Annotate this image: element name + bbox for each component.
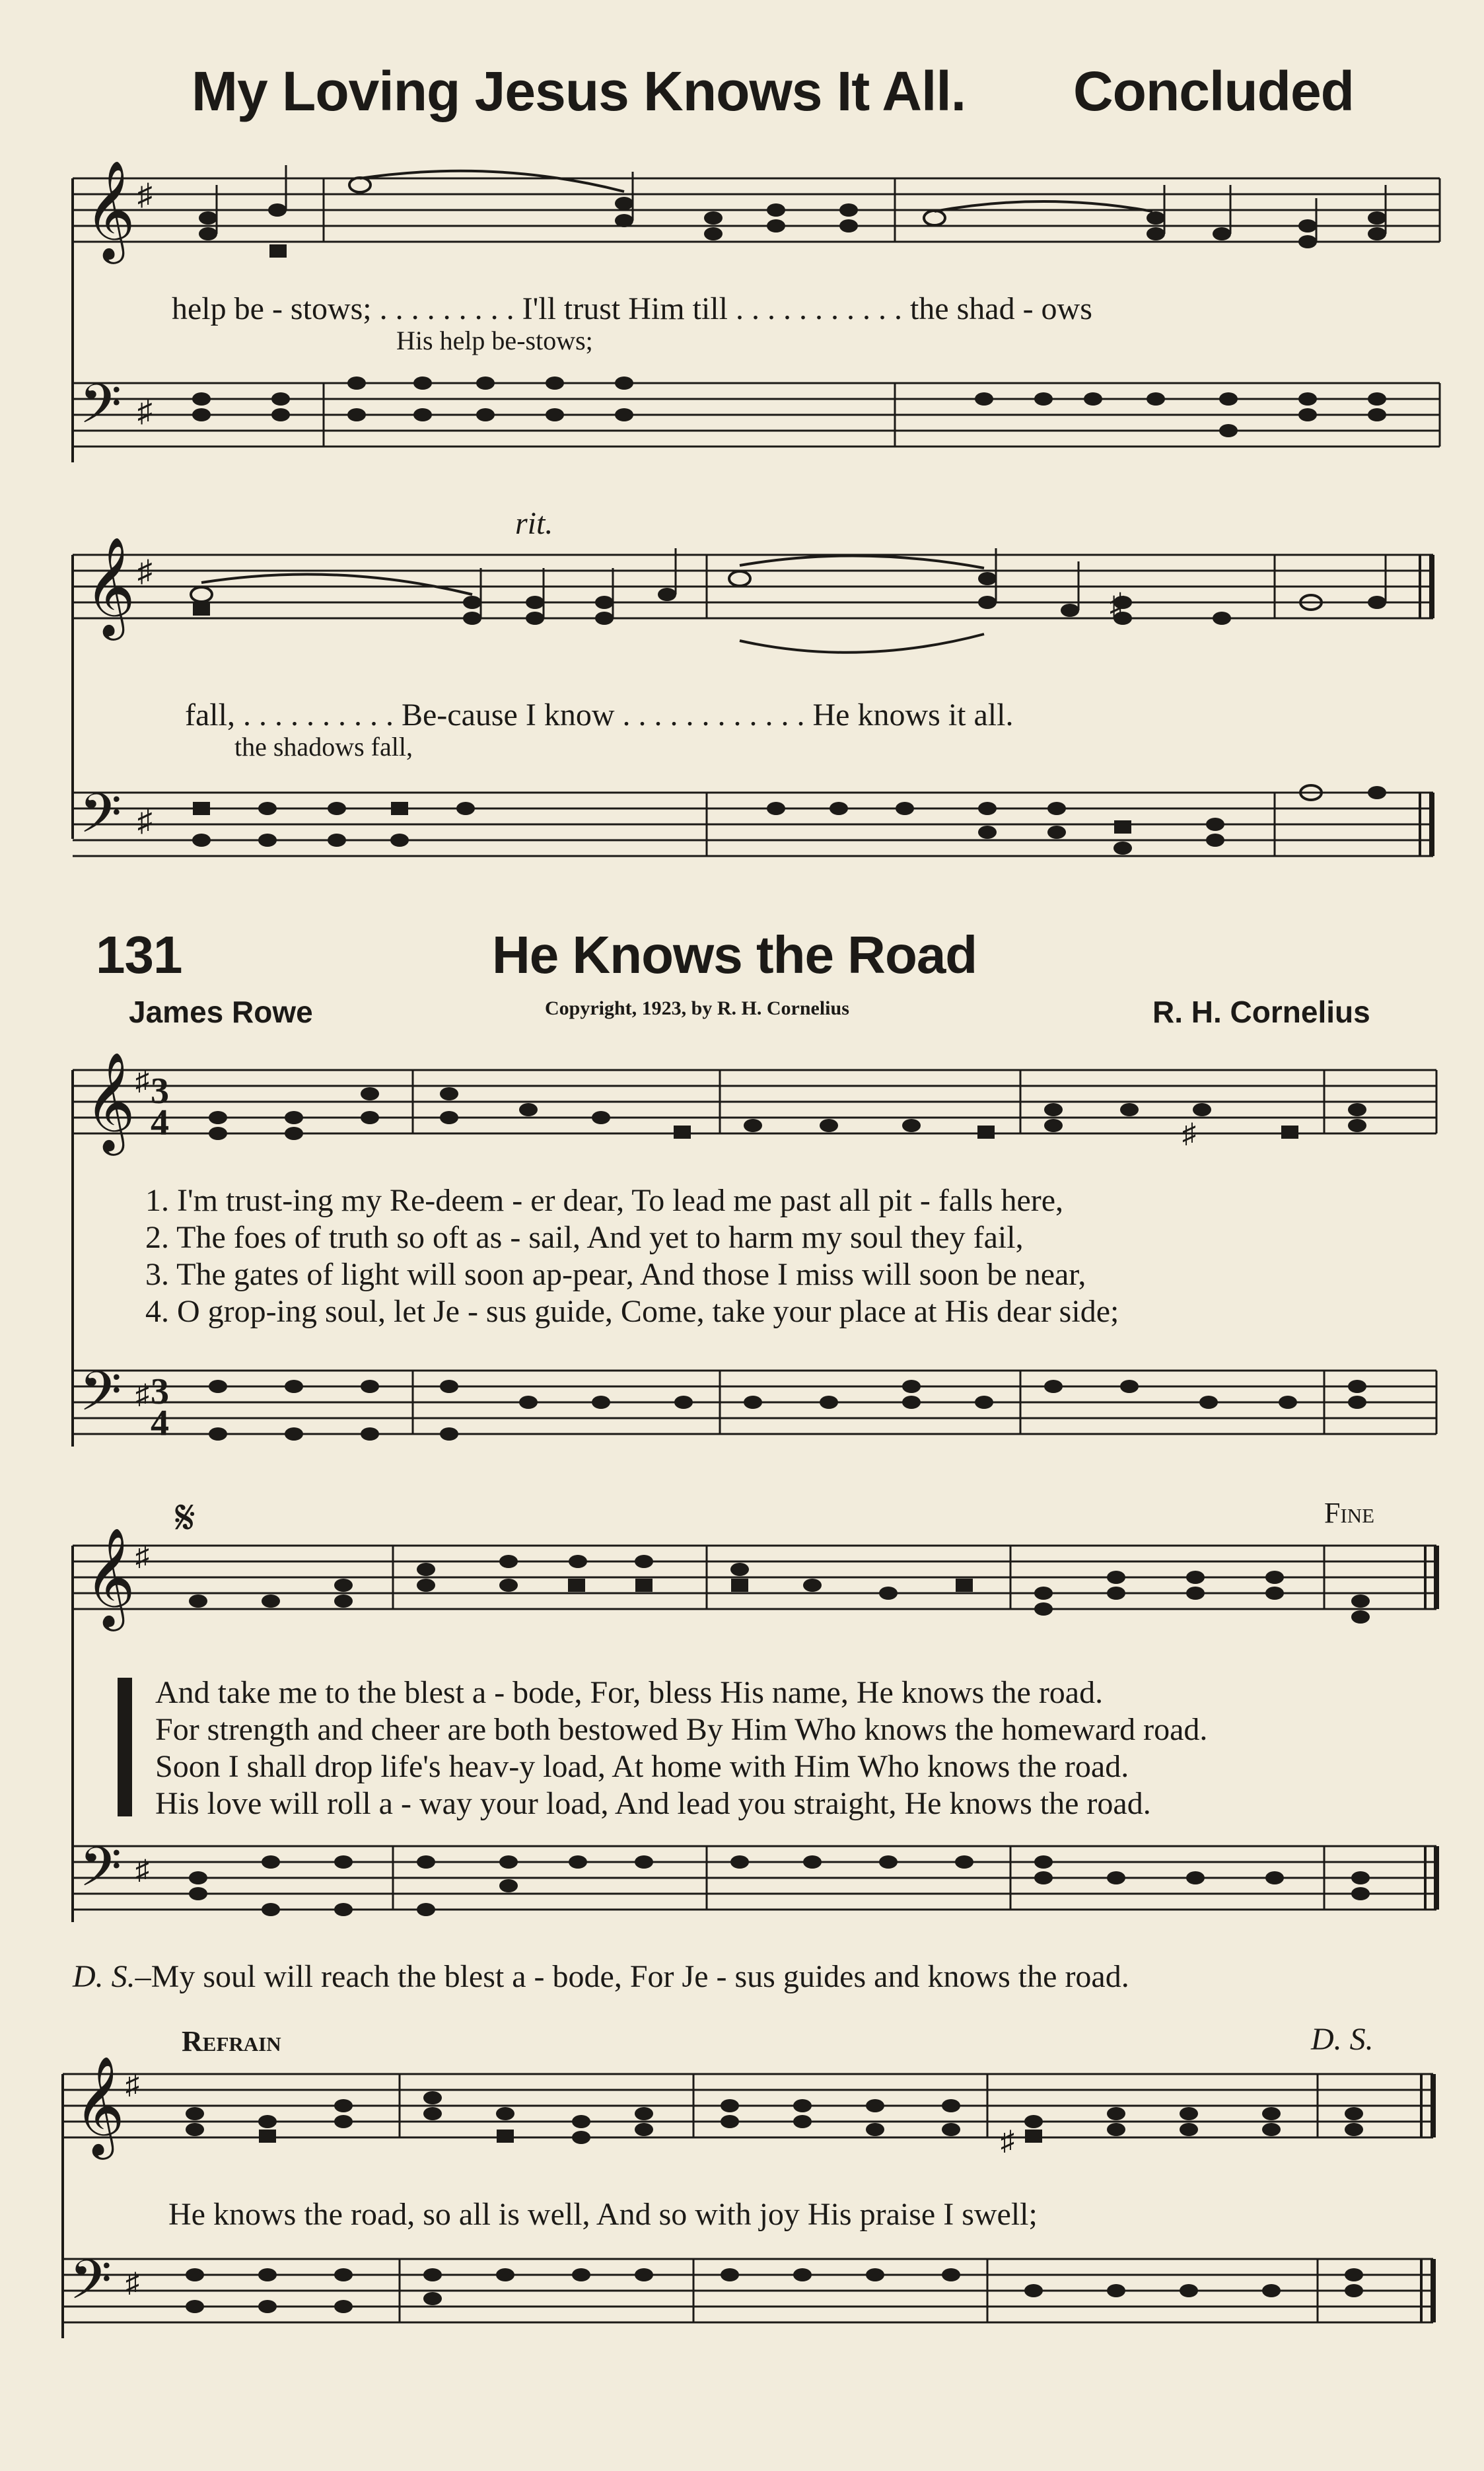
svg-text:𝄞: 𝄞 — [85, 536, 135, 636]
verse-3-line-a: 3. The gates of light will soon ap-pear, And those I miss will soon be near, — [145, 1257, 1086, 1292]
verse-1-line-b: And take me to the blest a - bode, For, bless His name, He knows the road. — [155, 1675, 1104, 1710]
svg-text:3: 3 — [151, 1371, 169, 1412]
svg-text:𝄞: 𝄞 — [85, 1526, 135, 1627]
svg-text:♯: ♯ — [135, 1380, 149, 1410]
system-2-echo-lyrics: the shadows fall, — [234, 732, 413, 762]
hymn-131-verses-part1 — [145, 1182, 1119, 1330]
verse-2-line-b: For strength and cheer are both bestowed By Him Who knows the homeward road. — [155, 1712, 1208, 1747]
hymn-130-title: My Loving Jesus Knows It All. — [192, 60, 966, 122]
svg-text:♯: ♯ — [125, 2268, 139, 2299]
ds-lyric: –My soul will reach the blest a - bode, For Je - sus guides and knows the road. — [135, 1959, 1129, 1994]
verse-4-line-a: 4. O grop-ing soul, let Je - sus guide, Come, take your place at His dear side; — [145, 1294, 1119, 1329]
svg-text:♯: ♯ — [1110, 587, 1125, 621]
hymn-131-number: 131 — [96, 925, 182, 984]
system-2-bass-staff — [0, 779, 1484, 885]
system-1-bass-staff — [0, 370, 1484, 476]
svg-text:♯: ♯ — [135, 1542, 149, 1572]
verse-1-line-a: 1. I'm trust-ing my Re-deem - er dear, To lead me past all pit - falls here, — [145, 1183, 1064, 1218]
system-2-treble-staff — [0, 536, 1484, 674]
svg-text:♯: ♯ — [135, 1855, 149, 1886]
svg-text:♯: ♯ — [1001, 2126, 1014, 2157]
svg-text:4: 4 — [151, 1102, 169, 1143]
svg-text:♯: ♯ — [137, 554, 153, 588]
verse-4-line-b: His love will roll a - way your load, And lead you straight, He knows the road. — [155, 1786, 1151, 1821]
refrain-label: Refrain — [182, 2025, 281, 2058]
svg-text:4: 4 — [151, 1403, 169, 1444]
composer: R. H. Cornelius — [1152, 995, 1370, 1029]
svg-text:♯: ♯ — [135, 1066, 149, 1096]
fine-marking: Fine — [1324, 1497, 1375, 1529]
svg-text:♯: ♯ — [137, 178, 153, 211]
svg-text:𝄢: 𝄢 — [79, 1835, 122, 1912]
svg-text:𝄞: 𝄞 — [85, 159, 135, 260]
copyright: Copyright, 1923, by R. H. Cornelius — [545, 997, 849, 1019]
refrain-ds-marking: D. S. — [1311, 2022, 1374, 2057]
rit-marking: rit. — [515, 506, 553, 541]
system-2-lyrics: fall, . . . . . . . . . . Be-cause I know . . . . . . . . . . . . He knows it all. — [185, 698, 1014, 733]
hymn-131-verses-part2 — [155, 1674, 1207, 1822]
system-1-lyrics: help be - stows; . . . . . . . . . I'll trust Him till . . . . . . . . . . . the shad - ows — [172, 291, 1092, 326]
svg-text:♯: ♯ — [125, 2070, 139, 2100]
hymn-131-system-b-treble — [0, 1526, 1484, 1665]
ds-label: D. S. — [73, 1959, 135, 1994]
verse-2-line-a: 2. The foes of truth so oft as - sail, And yet to harm my soul they fail, — [145, 1220, 1024, 1255]
svg-text:𝄢: 𝄢 — [69, 2248, 112, 2325]
svg-text:𝄞: 𝄞 — [85, 1051, 135, 1151]
svg-text:♯: ♯ — [137, 804, 153, 838]
svg-text:3: 3 — [151, 1071, 169, 1112]
svg-text:♯: ♯ — [1182, 1119, 1196, 1149]
svg-text:𝄞: 𝄞 — [74, 2055, 125, 2155]
segno-sign: 𝄋 — [175, 1489, 195, 1545]
svg-text:𝄢: 𝄢 — [79, 372, 122, 449]
refrain-bass-staff — [0, 2246, 1484, 2351]
svg-text:♯: ♯ — [137, 394, 153, 428]
verse-number-bar — [118, 1678, 132, 1816]
hymn-131-system-a-treble — [0, 1051, 1484, 1189]
refrain-treble-staff — [0, 2055, 1484, 2193]
verse-3-line-b: Soon I shall drop life's heav-y load, At home with Him Who knows the road. — [155, 1749, 1129, 1784]
hymn-131-system-a-bass — [0, 1357, 1484, 1463]
system-1-echo-lyrics: His help be-stows; — [396, 326, 593, 355]
refrain-lyrics: He knows the road, so all is well, And so with joy His praise I swell; — [168, 2197, 1038, 2232]
svg-text:𝄢: 𝄢 — [79, 781, 122, 859]
author: James Rowe — [129, 995, 313, 1029]
ds-line — [73, 1958, 1129, 1995]
svg-text:𝄢: 𝄢 — [79, 1359, 122, 1437]
hymn-130-title-suffix: Concluded — [1073, 60, 1354, 122]
hymn-131-system-b-bass — [0, 1833, 1484, 1939]
hymn-131-title: He Knows the Road — [492, 925, 977, 984]
system-1-treble-staff — [0, 159, 1484, 297]
